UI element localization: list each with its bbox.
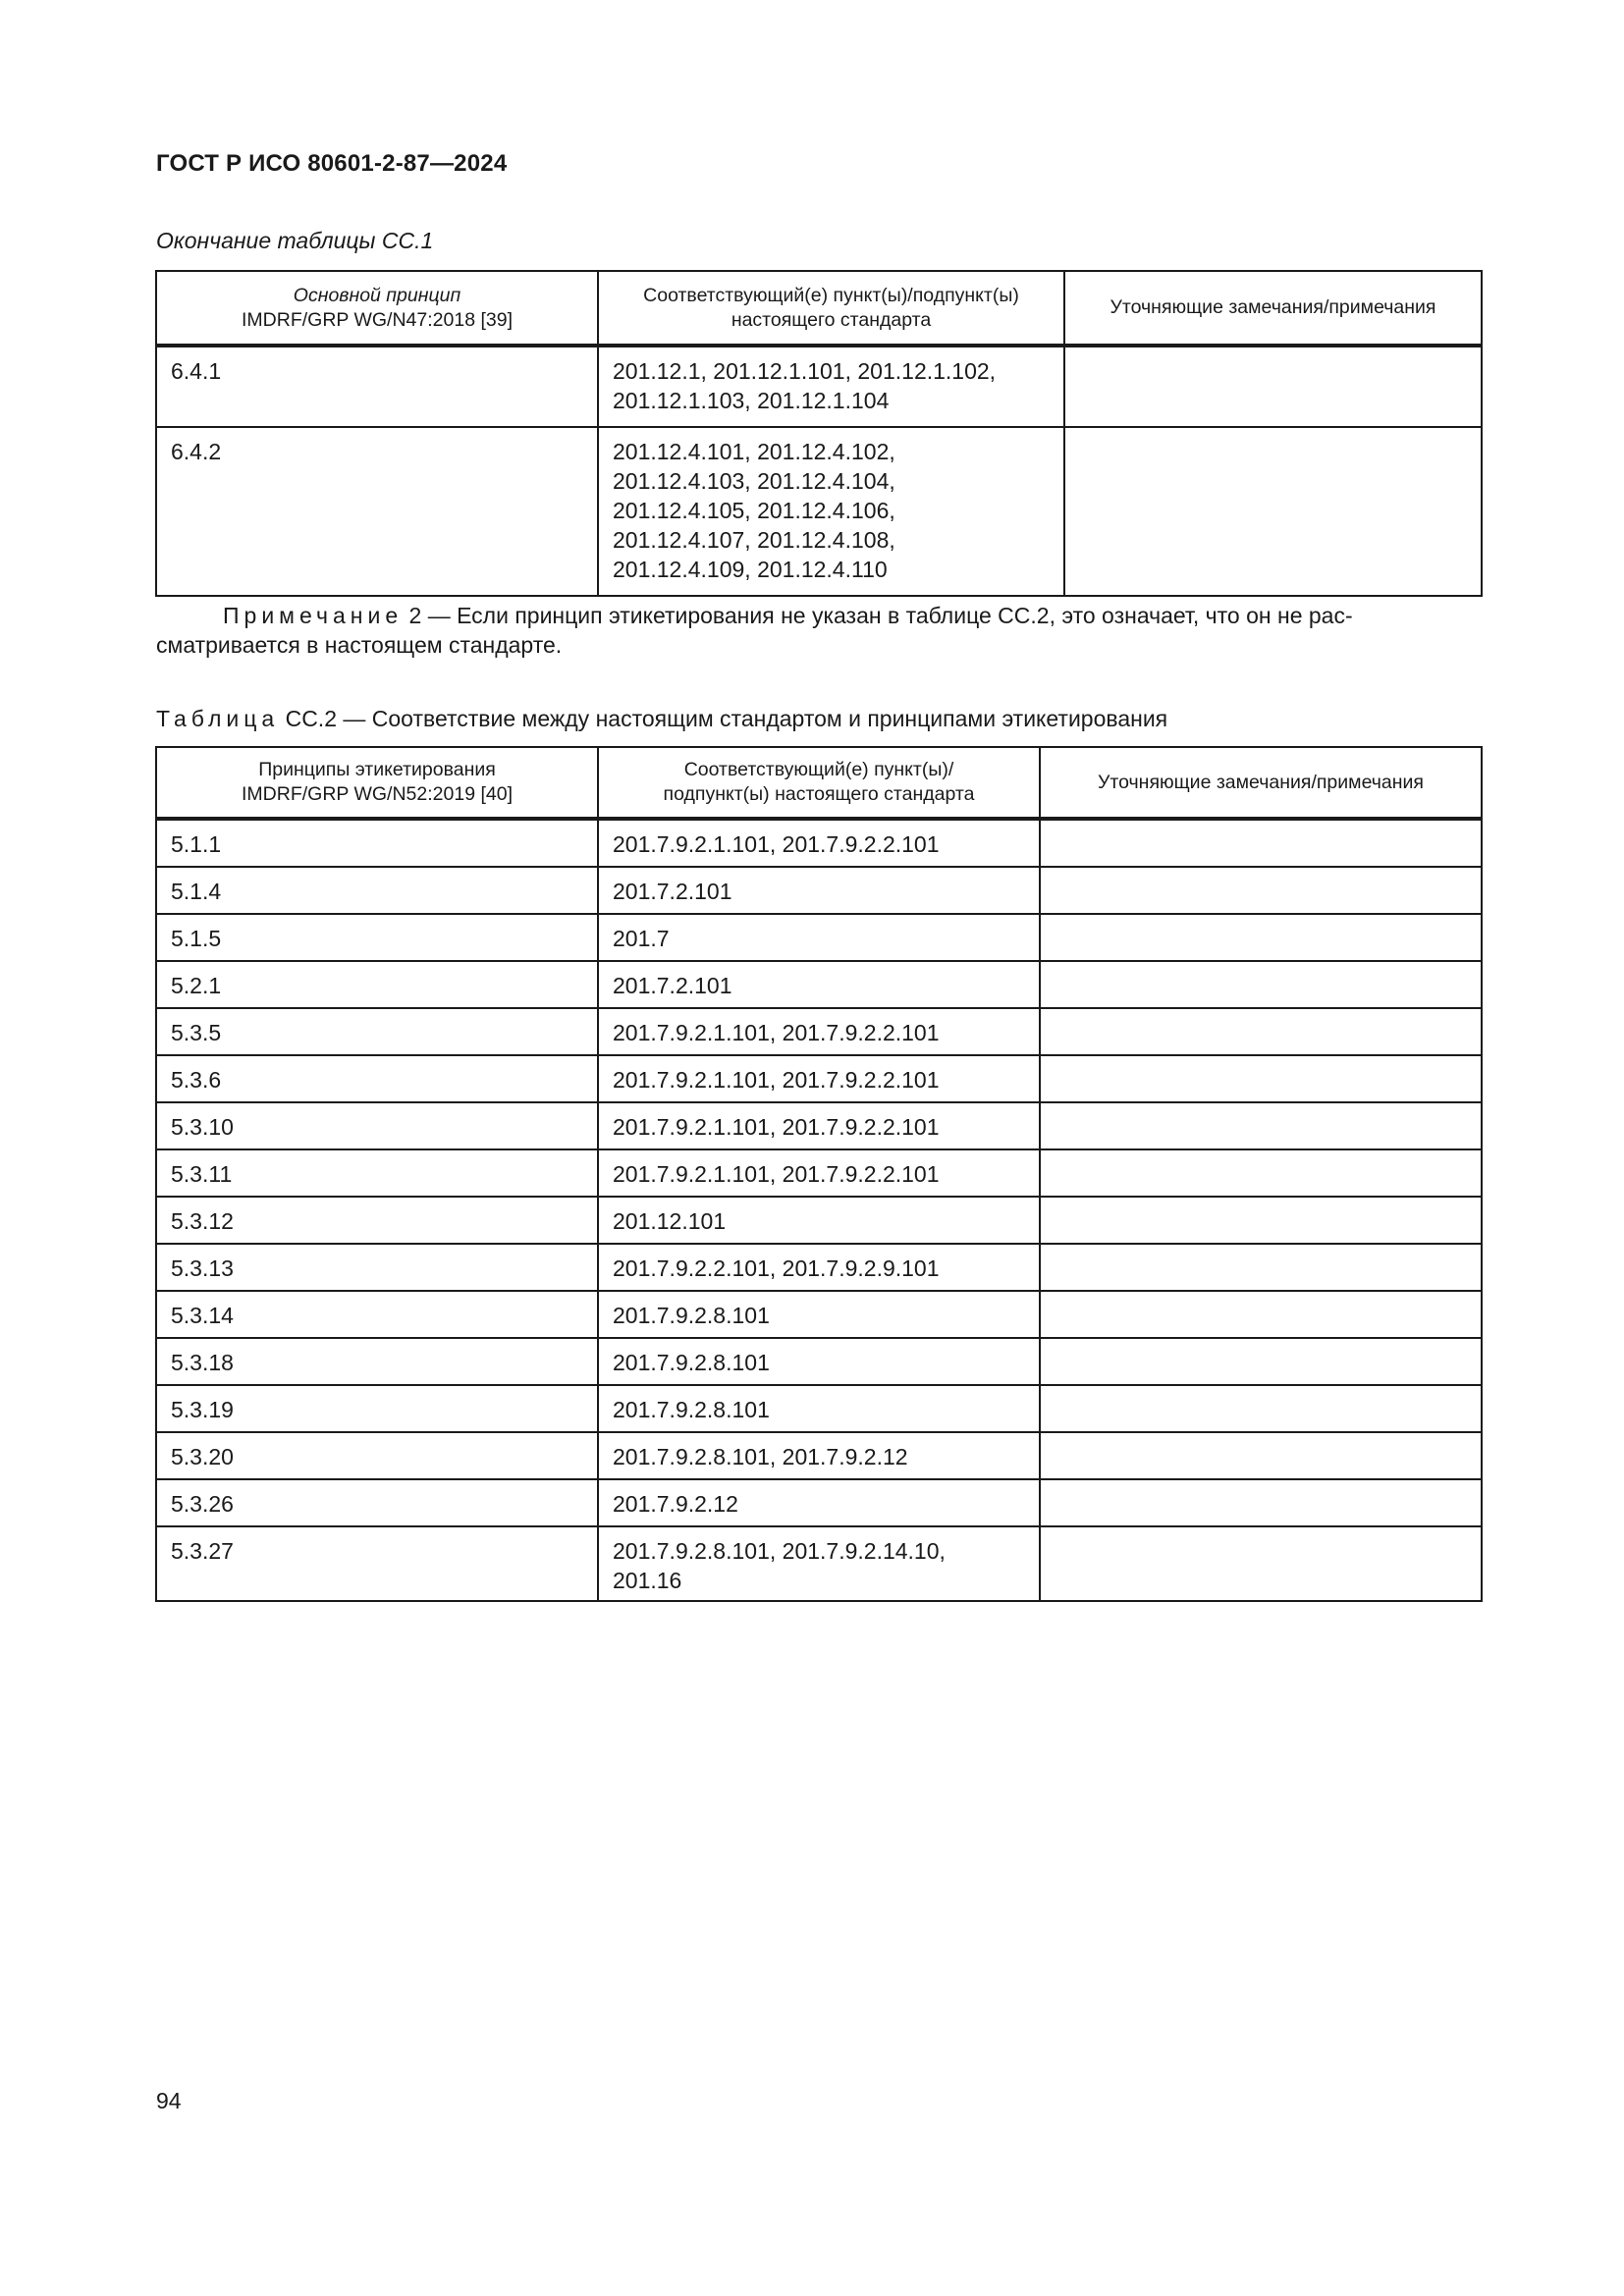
clauses-cell: 201.7.9.2.8.101, 201.7.9.2.12 (598, 1432, 1040, 1479)
note-paragraph (156, 601, 1482, 660)
clauses-cell: 201.7.9.2.8.101 (598, 1291, 1040, 1338)
table-cc1-continuation (155, 270, 1483, 597)
clauses-cell: 201.7.9.2.2.101, 201.7.9.2.9.101 (598, 1244, 1040, 1291)
clauses-cell: 201.7.9.2.8.101 (598, 1385, 1040, 1432)
principle-cell: 6.4.1 (156, 346, 598, 427)
remarks-cell (1040, 1385, 1482, 1432)
clauses-cell: 201.7.9.2.8.101 (598, 1338, 1040, 1385)
remarks-cell (1040, 1244, 1482, 1291)
remarks-cell (1040, 819, 1482, 867)
header-clauses (598, 271, 1064, 346)
header-clauses-line2: настоящего стандарта (731, 308, 932, 331)
table-row (156, 1526, 1482, 1601)
table-row (156, 1008, 1482, 1055)
principle-cell: 5.3.26 (156, 1479, 598, 1526)
table-row (156, 1055, 1482, 1102)
principle-cell: 5.3.19 (156, 1385, 598, 1432)
table-row (156, 346, 1482, 427)
header-principle-line1: Принципы этикетирования (258, 759, 496, 780)
header-clauses-line1: Соответствующий(е) пункт(ы)/ (683, 759, 954, 780)
table2-caption-text: СС.2 — Соответствие между настоящим стандартом и принципами этикетирования (279, 706, 1168, 731)
remarks-cell (1040, 1432, 1482, 1479)
clauses-cell: 201.12.4.101, 201.12.4.102, 201.12.4.103, 201.12.4.104, 201.12.4.105, 201.12.4.106, 201.12.4.107, 201.12.4.108, 201.12.4.109, 201.12.4.110 (598, 427, 1064, 596)
remarks-cell (1040, 1149, 1482, 1197)
remarks-cell (1064, 346, 1482, 427)
table-row (156, 1244, 1482, 1291)
remarks-cell (1040, 1197, 1482, 1244)
remarks-cell (1040, 1102, 1482, 1149)
table-row (156, 914, 1482, 961)
principle-cell: 5.3.12 (156, 1197, 598, 1244)
header-principle-line2: IMDRF/GRP WG/N47:2018 [39] (242, 308, 513, 331)
clauses-cell: 201.7.9.2.1.101, 201.7.9.2.2.101 (598, 1149, 1040, 1197)
table-row (156, 1197, 1482, 1244)
principle-cell: 5.1.1 (156, 819, 598, 867)
header-remarks: Уточняющие замечания/примечания (1040, 747, 1482, 819)
clauses-cell: 201.7.9.2.12 (598, 1479, 1040, 1526)
table2-caption-label: Таблица (156, 706, 280, 731)
principle-cell: 5.3.18 (156, 1338, 598, 1385)
header-principle-line1: Основной принцип (293, 284, 461, 306)
table-row (156, 1385, 1482, 1432)
header-remarks: Уточняющие замечания/примечания (1064, 271, 1482, 346)
note-text-line2: сматривается в настоящем стандарте. (156, 632, 563, 658)
remarks-cell (1040, 1055, 1482, 1102)
principle-cell: 6.4.2 (156, 427, 598, 596)
note-text-line1: 2 — Если принцип этикетирования не указан в таблице СС.2, это означает, что он не рас- (403, 603, 1353, 628)
principle-cell: 5.3.10 (156, 1102, 598, 1149)
table-row (156, 1432, 1482, 1479)
header-clauses-line2: подпункт(ы) настоящего стандарта (663, 783, 975, 805)
table-row (156, 1338, 1482, 1385)
header-principle (156, 747, 598, 819)
remarks-cell (1040, 1479, 1482, 1526)
clauses-cell: 201.7 (598, 914, 1040, 961)
page-number: 94 (156, 2088, 182, 2113)
table2-caption (156, 706, 1167, 732)
clauses-cell: 201.12.1, 201.12.1.101, 201.12.1.102, 201.12.1.103, 201.12.1.104 (598, 346, 1064, 427)
remarks-cell (1040, 1526, 1482, 1601)
standard-title: ГОСТ Р ИСО 80601-2-87—2024 (156, 150, 508, 177)
remarks-cell (1040, 1291, 1482, 1338)
principle-cell: 5.3.20 (156, 1432, 598, 1479)
table-row (156, 867, 1482, 914)
principle-cell: 5.1.4 (156, 867, 598, 914)
principle-cell: 5.3.5 (156, 1008, 598, 1055)
table-row (156, 1291, 1482, 1338)
header-principle-line2: IMDRF/GRP WG/N52:2019 [40] (242, 783, 513, 805)
principle-cell: 5.3.14 (156, 1291, 598, 1338)
principle-cell: 5.3.6 (156, 1055, 598, 1102)
clauses-cell: 201.7.9.2.1.101, 201.7.9.2.2.101 (598, 1055, 1040, 1102)
table-row (156, 1149, 1482, 1197)
principle-cell: 5.2.1 (156, 961, 598, 1008)
header-principle (156, 271, 598, 346)
clauses-cell: 201.7.2.101 (598, 961, 1040, 1008)
clauses-cell: 201.7.9.2.8.101, 201.7.9.2.14.10, 201.16 (598, 1526, 1040, 1601)
table-header-row (156, 271, 1482, 346)
table1-caption: Окончание таблицы СС.1 (156, 228, 434, 253)
table-row (156, 427, 1482, 596)
remarks-cell (1040, 1008, 1482, 1055)
remarks-cell (1040, 914, 1482, 961)
table-row (156, 961, 1482, 1008)
remarks-cell (1040, 961, 1482, 1008)
remarks-cell (1064, 427, 1482, 596)
principle-cell: 5.3.13 (156, 1244, 598, 1291)
table-row (156, 1479, 1482, 1526)
principle-cell: 5.3.11 (156, 1149, 598, 1197)
principle-cell: 5.1.5 (156, 914, 598, 961)
clauses-cell: 201.7.2.101 (598, 867, 1040, 914)
header-clauses-line1: Соответствующий(е) пункт(ы)/подпункт(ы) (643, 284, 1019, 306)
clauses-cell: 201.12.101 (598, 1197, 1040, 1244)
clauses-cell: 201.7.9.2.1.101, 201.7.9.2.2.101 (598, 819, 1040, 867)
table-row (156, 819, 1482, 867)
note-label: Примечание (223, 603, 404, 628)
table-row (156, 1102, 1482, 1149)
header-clauses (598, 747, 1040, 819)
table-header-row (156, 747, 1482, 819)
remarks-cell (1040, 1338, 1482, 1385)
clauses-cell: 201.7.9.2.1.101, 201.7.9.2.2.101 (598, 1008, 1040, 1055)
clauses-cell: 201.7.9.2.1.101, 201.7.9.2.2.101 (598, 1102, 1040, 1149)
remarks-cell (1040, 867, 1482, 914)
principle-cell: 5.3.27 (156, 1526, 598, 1601)
table-cc2 (155, 746, 1483, 1602)
